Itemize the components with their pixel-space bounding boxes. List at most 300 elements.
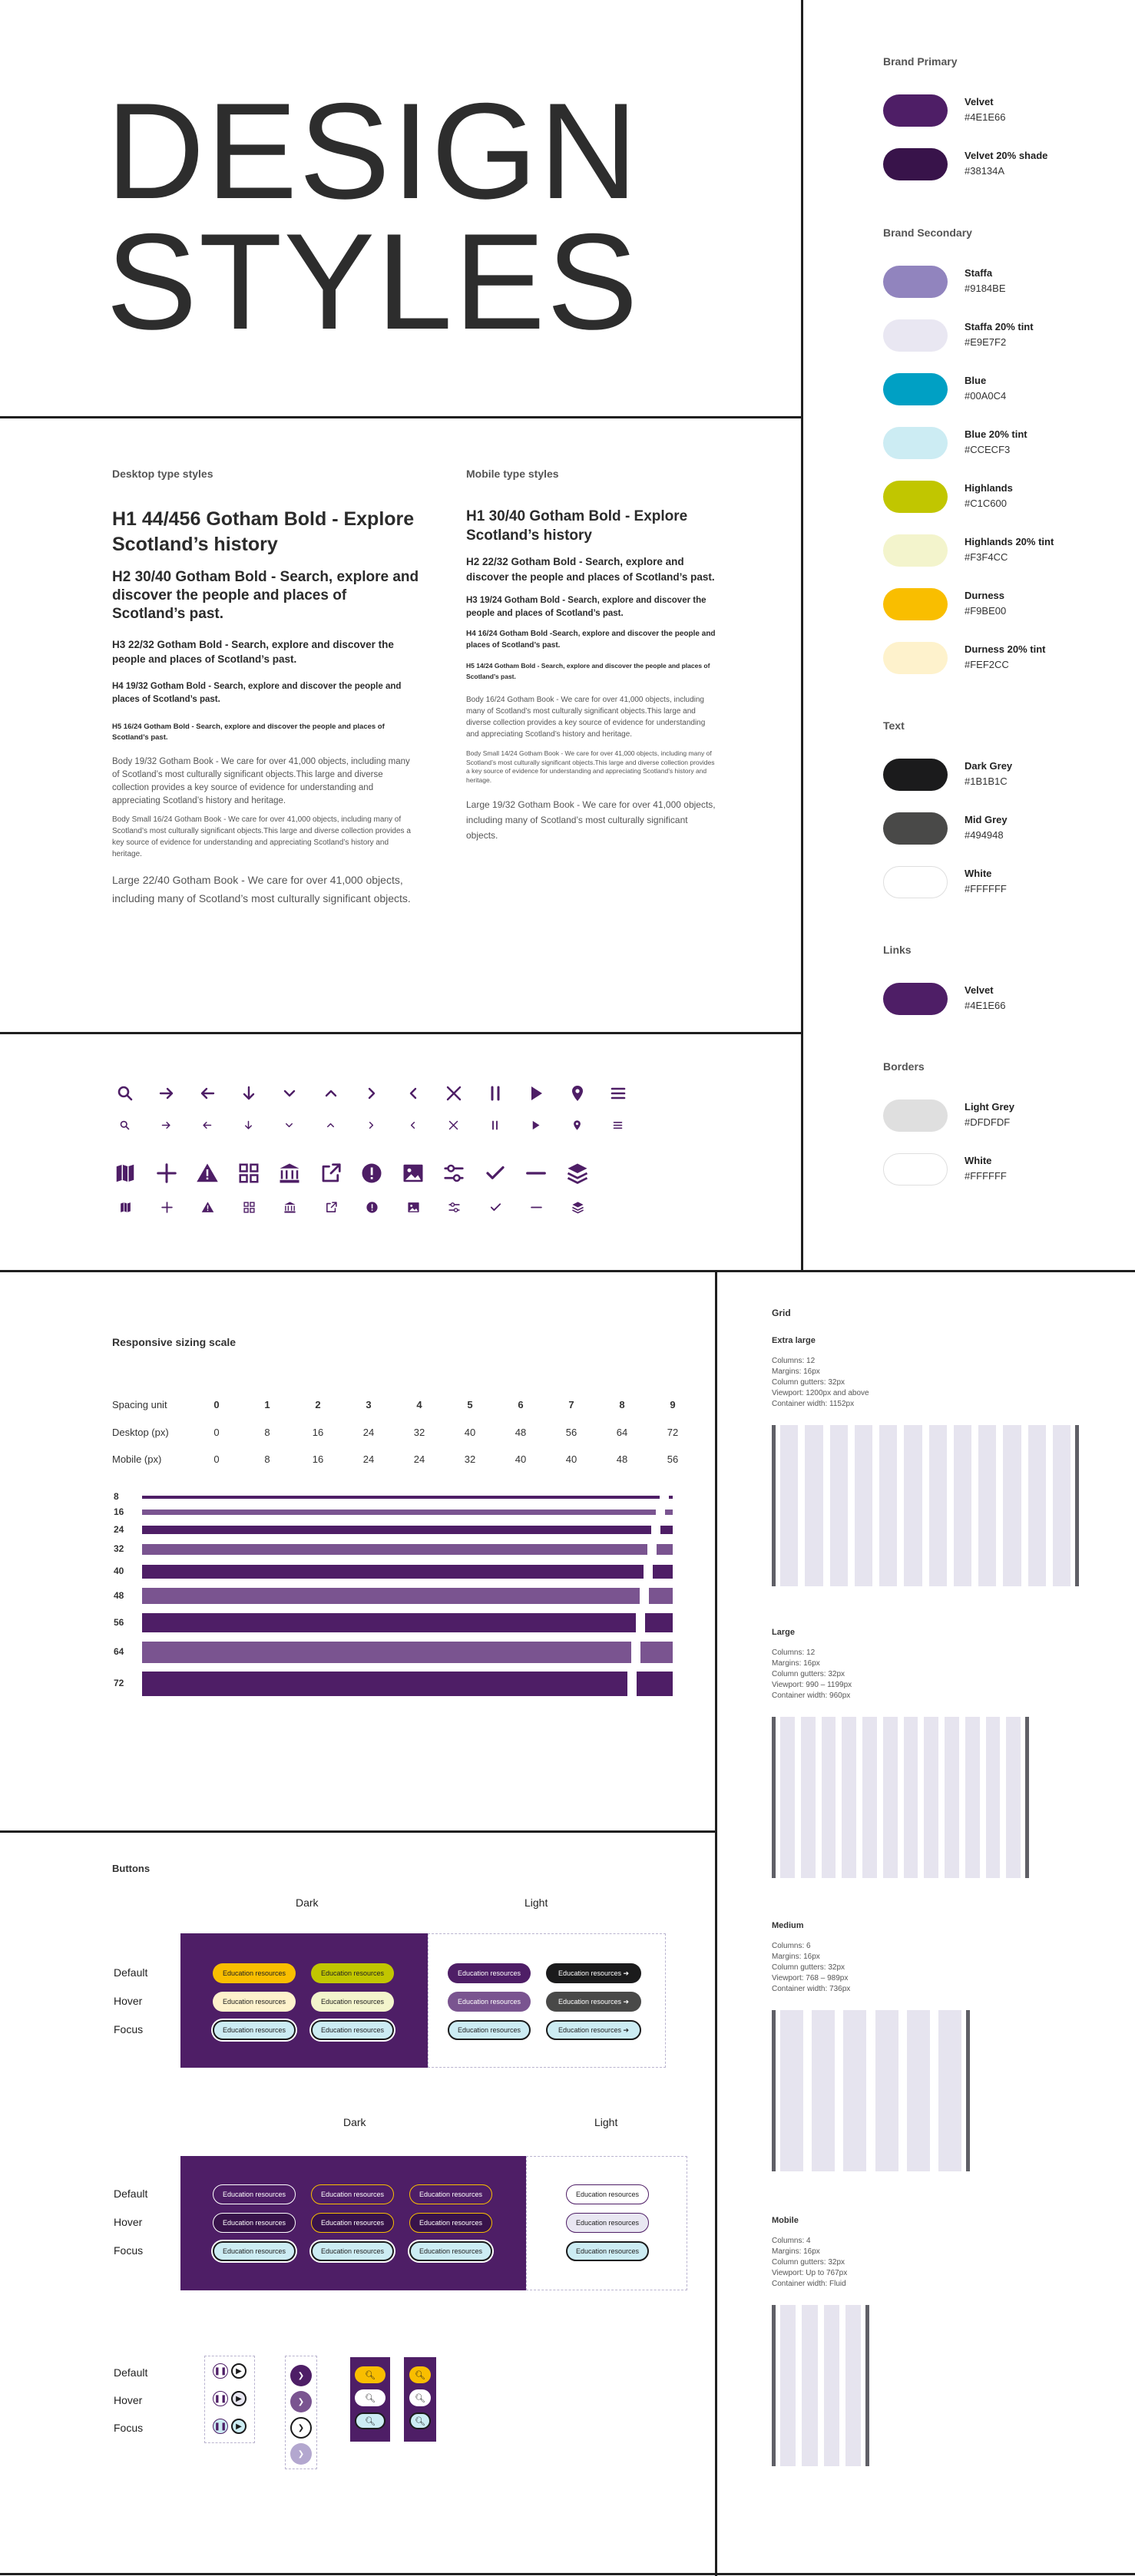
mobile-h2: H2 22/32 Gotham Bold - Search, explore and discover the people and places of Scotland’s past. [466,556,715,583]
arrow-left-icon [198,1084,217,1103]
color-hex: #FFFFFF [965,883,1007,894]
education-resources-button[interactable]: Education resources [311,2213,394,2233]
grid-column [1053,1425,1070,1586]
state-label: Hover [114,1995,143,2007]
sizing-cell: 40 [515,1453,527,1465]
sizing-cell: 6 [518,1399,524,1410]
color-swatch [883,1153,948,1185]
grid-info: Columns: 12 Margins: 16px Column gutters: 32px Viewport: 990 – 1199px Container width: 960px [772,1648,852,1700]
check-icon [489,1201,502,1214]
palette-group-title: Brand Secondary [883,227,972,239]
desktop-h3: H3 22/32 Gotham Bold - Search, explore and discover the people and places of Scotland’s past. [112,639,394,665]
education-resources-button[interactable]: Education resources [448,2020,531,2040]
grid-column [1003,1425,1021,1586]
color-hex: #F9BE00 [965,605,1007,617]
menu-icon [612,1119,624,1131]
sizing-cell: 40 [565,1453,577,1465]
chevron-right-icon[interactable]: ❯ [290,2365,312,2386]
education-resources-button[interactable]: Education resources [566,2184,649,2204]
sizing-cell: 72 [667,1427,679,1438]
grid-column [986,1717,1001,1878]
pause-icon[interactable]: ❚❚ [213,2391,228,2406]
color-hex: #38134A [965,165,1005,177]
state-label: Focus [114,2244,144,2257]
grid-preview [772,2305,869,2466]
grid-label: Mobile [772,2216,799,2225]
color-name: Velvet 20% shade [965,150,1048,161]
image-icon [407,1201,420,1214]
color-swatch-row [883,148,1113,180]
color-name: Blue [965,375,987,386]
color-name: Velvet [965,984,994,996]
education-resources-button[interactable]: Education resources [311,2184,394,2204]
sizing-cell: 7 [568,1399,574,1410]
spacing-bar-unit [657,1544,673,1555]
pause-icon [486,1084,505,1103]
education-resources-button[interactable]: Education resources [213,2184,296,2204]
grid-column [875,2010,898,2171]
grid-icon [237,1162,260,1185]
arrow-right-icon [160,1119,172,1131]
location-pin-icon [571,1119,583,1131]
plus-icon [160,1201,174,1214]
color-name: Durness 20% tint [965,643,1046,655]
spacing-bar-unit [649,1588,673,1604]
mobile-type-title: Mobile type styles [466,468,559,480]
chevron-down-icon [280,1084,299,1103]
grid-column [802,2305,817,2466]
spacing-bar [142,1565,644,1579]
state-label: Hover [114,2394,143,2406]
desktop-body-small: Body Small 16/24 Gotham Book - We care for over 41,000 objects, including many of Scotland’s most culturally significant objects.This large and diverse collection provides a key source of evidence for understanding and appreciating Scotland’s history and heritage. [112,815,411,858]
spacing-bar [142,1544,647,1555]
grid-column [924,1717,938,1878]
close-icon [445,1084,463,1103]
color-swatch [883,1100,948,1132]
education-resources-button[interactable]: Education resources [311,2020,394,2040]
color-hex: #CCECF3 [965,444,1011,455]
spacing-bar-unit [645,1613,673,1632]
bar-label: 72 [114,1678,124,1688]
color-hex: #494948 [965,829,1004,841]
pause-icon[interactable]: ❚❚ [213,2363,228,2379]
color-swatch-row [883,983,1113,1015]
grid-column [801,1717,816,1878]
color-swatch [883,983,948,1015]
color-hex: #9184BE [965,283,1006,294]
grid-column [822,1717,836,1878]
sizing-cell: 64 [616,1427,628,1438]
bar-label: 64 [114,1646,124,1657]
desktop-h5: H5 16/24 Gotham Bold - Search, explore and discover the people and places of Scotland’s past. [112,723,385,742]
search-icon[interactable]: 🔍︎ [355,2412,386,2429]
color-swatch-row [883,1100,1113,1132]
education-resources-button[interactable]: Education resources [566,2241,649,2261]
education-resources-button[interactable]: Education resources ➔ [546,1992,641,2012]
desktop-h4: H4 19/32 Gotham Bold - Search, explore and discover the people and places of Scotland’s past. [112,682,402,704]
color-swatch [883,481,948,513]
sizing-cell: 2 [315,1399,321,1410]
info-icon [360,1162,383,1185]
bar-label: 16 [114,1506,124,1517]
plus-icon [155,1162,178,1185]
grid-column [904,1717,918,1878]
education-resources-button[interactable]: Education resources ➔ [546,1963,641,1983]
color-swatch [883,534,948,567]
color-swatch-row [883,866,1113,898]
color-swatch [883,373,948,405]
color-swatch [883,319,948,352]
color-name: White [965,1155,992,1166]
grid-label: Large [772,1628,795,1637]
education-resources-button[interactable]: Education resources [448,1963,531,1983]
desktop-h1: H1 44/456 Gotham Bold - Explore Scotland’s history [112,508,415,555]
chevron-right-icon [366,1119,377,1131]
grid-info: Columns: 6 Margins: 16px Column gutters: 32px Viewport: 768 – 989px Container width: 736px [772,1942,851,1993]
divider [0,2573,1135,2575]
mobile-body: Body 16/24 Gotham Book - We care for over 41,000 objects, including many of Scotland’s most culturally significant objects.This large and diverse collection provides a key source of evidence for understanding and appreciating Scotland’s history and heritage. [466,696,706,739]
grid-column [805,1425,822,1586]
color-name: Dark Grey [965,760,1013,772]
divider [0,1032,801,1034]
buttons-title: Buttons [112,1863,151,1874]
color-swatch-row [883,266,1113,298]
grid-column [845,2305,861,2466]
state-label: Default [114,1966,148,1979]
chevron-up-icon [325,1119,336,1131]
desktop-h2: H2 30/40 Gotham Bold - Search, explore and discover the people and places of Scotland’s past. [112,569,419,622]
grid-preview [772,2010,970,2171]
divider [715,1270,717,2576]
grid-column [883,1717,898,1878]
color-swatch-row [883,534,1113,567]
color-swatch-row [883,1153,1113,1185]
sizing-cell: 16 [312,1427,324,1438]
chevron-left-icon [404,1084,422,1103]
chevron-right-icon [362,1084,381,1103]
close-icon [448,1119,459,1131]
color-hex: #00A0C4 [965,390,1007,402]
chevron-up-icon [322,1084,340,1103]
desktop-large: Large 22/40 Gotham Book - We care for over 41,000 objects, including many of Scotland’s most culturally significant objects. [112,874,411,904]
dark-label: Dark [343,2116,366,2128]
sizing-cell: 8 [619,1399,625,1410]
pause-icon [489,1119,501,1131]
sizing-row-label: Spacing unit [112,1399,167,1410]
bar-label: 48 [114,1589,124,1601]
play-icon[interactable]: ▶ [231,2391,247,2406]
education-resources-button[interactable]: Education resources [409,2213,492,2233]
grid-column [830,1425,848,1586]
sizing-cell: 56 [565,1427,577,1438]
sizing-cell: 0 [213,1427,220,1438]
mobile-type-styles [466,507,716,843]
grid-column [978,1425,996,1586]
color-hex: #E9E7F2 [965,336,1007,348]
state-label: Default [114,2187,148,2200]
grid-column [824,2305,839,2466]
color-swatch-row [883,94,1113,127]
filter-sliders-icon [448,1201,461,1214]
education-resources-button[interactable]: Education resources [566,2213,649,2233]
spacing-bar-unit [640,1642,673,1663]
grid-margin [1025,1717,1029,1878]
grid-column [929,1425,947,1586]
sizing-cell: 24 [362,1427,375,1438]
state-label: Hover [114,2216,143,2228]
color-hex: #DFDFDF [965,1116,1011,1128]
play-icon[interactable]: ▶ [231,2419,247,2434]
grid-margin [772,2010,776,2171]
grid-column [938,2010,961,2171]
sizing-cell: 32 [464,1453,476,1465]
warning-icon [201,1201,214,1214]
hero-title-line1: DESIGN [106,74,640,227]
search-icon [119,1119,131,1131]
divider [0,1270,1135,1272]
sizing-cell: 4 [416,1399,422,1410]
chevron-right-icon[interactable]: ❯ [290,2443,312,2465]
spacing-bar [142,1672,627,1696]
layers-icon [571,1201,584,1214]
grid-info: Columns: 12 Margins: 16px Column gutters: 32px Viewport: 1200px and above Container width: 1152px [772,1357,869,1408]
play-icon [530,1119,541,1131]
search-icon[interactable]: 🔍︎ [355,2366,386,2383]
divider [0,1830,715,1833]
mobile-body-small: Body Small 14/24 Gotham Book - We care for over 41,000 objects, including many of Scotland’s most culturally significant objects.This large and diverse collection provides a key source of evidence for understanding and appreciating Scotland’s history and heritage. [466,749,715,784]
mobile-h3: H3 19/24 Gotham Bold - Search, explore and discover the people and places of Scotland’s past. [466,596,706,618]
grid-column [812,2010,835,2171]
color-name: Staffa [965,267,993,279]
palette-group-title: Brand Primary [883,55,958,68]
education-resources-button[interactable]: Education resources [213,1992,296,2012]
color-swatch-row [883,642,1113,674]
arrow-right-icon [157,1084,176,1103]
search-icon[interactable]: 🔍︎ [409,2389,431,2406]
grid-column [843,2010,866,2171]
grid-margin [772,2305,776,2466]
grid-column [780,1717,795,1878]
search-icon[interactable]: 🔍︎ [355,2389,386,2406]
light-label: Light [524,1896,548,1909]
chevron-right-icon[interactable]: ❯ [290,2417,312,2439]
grid-column [907,2010,930,2171]
sizing-cell: 0 [213,1453,220,1465]
sizing-cell: 0 [213,1399,220,1410]
education-resources-button[interactable]: Education resources [213,1963,296,1983]
education-resources-button[interactable]: Education resources [311,1963,394,1983]
grid-column [965,1717,980,1878]
chevron-down-icon [283,1119,295,1131]
menu-icon [609,1084,627,1103]
spacing-bar [142,1510,656,1515]
sizing-cell: 3 [366,1399,372,1410]
sizing-cell: 24 [413,1453,425,1465]
palette-group-title: Links [883,944,912,956]
search-icon[interactable]: 🔍︎ [409,2412,431,2429]
color-name: Mid Grey [965,814,1008,825]
color-swatch-row [883,373,1113,405]
pause-icon[interactable]: ❚❚ [213,2419,228,2434]
color-name: Durness [965,590,1005,601]
education-resources-button[interactable]: Education resources [311,2241,394,2261]
color-swatch [883,642,948,674]
bar-label: 40 [114,1566,124,1576]
color-swatch [883,427,948,459]
sizing-cell: 48 [616,1453,628,1465]
play-icon[interactable]: ▶ [231,2363,247,2379]
grid-label: Medium [772,1921,804,1930]
education-resources-button[interactable]: Education resources [409,2241,492,2261]
color-swatch [883,759,948,791]
sizing-row-label: Desktop (px) [112,1427,169,1438]
grid-label: Extra large [772,1336,816,1345]
color-name: Blue 20% tint [965,428,1027,440]
grid-column [945,1717,959,1878]
color-swatch-row [883,481,1113,513]
color-name: White [965,868,992,879]
grid-margin [772,1717,776,1878]
desktop-type-styles [112,507,419,908]
grid-column [904,1425,922,1586]
sizing-cell: 8 [264,1427,270,1438]
education-resources-button[interactable]: Education resources [213,2020,296,2040]
grid-column [780,2305,796,2466]
grid-preview [772,1717,1029,1878]
color-swatch-row [883,319,1113,352]
grid-column [954,1425,971,1586]
education-resources-button[interactable]: Education resources ➔ [546,2020,641,2040]
color-hex: #4E1E66 [965,1000,1006,1011]
palette-group-title: Borders [883,1060,925,1073]
grid-icon [243,1201,256,1214]
spacing-bar-unit [637,1672,673,1696]
bar-label: 32 [114,1543,124,1554]
sizing-cell: 5 [467,1399,473,1410]
play-icon [527,1084,545,1103]
color-name: Highlands [965,482,1013,494]
mobile-large: Large 19/32 Gotham Book - We care for over 41,000 objects, including many of Scotland’s most culturally significant objects. [466,799,716,841]
state-label: Focus [114,2422,144,2434]
image-icon [402,1162,425,1185]
grid-column [842,1717,856,1878]
color-swatch-row [883,759,1113,791]
color-swatch-row [883,588,1113,620]
spacing-bar-unit [669,1496,673,1499]
media-controls-panel [204,2356,255,2443]
map-icon [119,1201,132,1214]
bar-label: 56 [114,1616,124,1628]
sizing-cell: 24 [362,1453,375,1465]
palette-group-title: Text [883,719,905,732]
grid-margin [865,2305,869,2466]
state-label: Focus [114,2023,144,2035]
grid-column [855,1425,872,1586]
mobile-h1: H1 30/40 Gotham Bold - Explore Scotland’s history [466,508,688,544]
spacing-bar-unit [660,1526,673,1534]
museum-icon [278,1162,301,1185]
sizing-cell: 1 [264,1399,270,1410]
color-swatch [883,266,948,298]
layers-icon [566,1162,589,1185]
color-hex: #4E1E66 [965,111,1006,123]
bar-label: 24 [114,1523,124,1535]
color-hex: #FFFFFF [965,1170,1007,1182]
arrow-down-icon [240,1084,258,1103]
sizing-cell: 9 [670,1399,676,1410]
minus-icon [524,1162,548,1185]
mobile-h5: H5 14/24 Gotham Bold - Search, explore and discover the people and places of Scotland’s past. [466,662,710,680]
chevron-right-icon[interactable]: ❯ [290,2391,312,2412]
spacing-bar [142,1496,660,1499]
search-icon [116,1084,134,1103]
sizing-cell: 32 [413,1427,425,1438]
color-swatch [883,812,948,845]
grid-column [879,1425,897,1586]
education-resources-button[interactable]: Education resources [213,2241,296,2261]
grid-column [862,1717,877,1878]
education-resources-button[interactable]: Education resources [311,1992,394,2012]
light-label: Light [594,2116,618,2128]
spacing-bar [142,1526,651,1534]
education-resources-button[interactable]: Education resources [409,2184,492,2204]
sizing-cell: 16 [312,1453,324,1465]
desktop-body: Body 19/32 Gotham Book - We care for over 41,000 objects, including many of Scotland’s most culturally significant objects.This large and diverse collection provides a key source of evidence for understanding and appreciating Scotland’s history and heritage. [112,757,410,805]
color-name: Highlands 20% tint [965,536,1054,547]
color-swatch [883,588,948,620]
divider [801,0,803,1271]
desktop-type-title: Desktop type styles [112,468,213,480]
arrow-left-icon [201,1119,213,1131]
grid-info: Columns: 4 Margins: 16px Column gutters: 32px Viewport: Up to 767px Container width: Fluid [772,2237,848,2288]
color-hex: #FEF2CC [965,659,1009,670]
color-hex: #1B1B1C [965,775,1008,787]
color-swatch [883,866,948,898]
grid-margin [966,2010,970,2171]
color-hex: #C1C600 [965,498,1007,509]
education-resources-button[interactable]: Education resources [213,2213,296,2233]
grid-margin [1075,1425,1079,1586]
sizing-cell: 48 [515,1427,527,1438]
grid-column [1028,1425,1046,1586]
dark-label: Dark [296,1896,319,1909]
education-resources-button[interactable]: Education resources [448,1992,531,2012]
info-icon [366,1201,379,1214]
grid-column [1006,1717,1021,1878]
search-icon[interactable]: 🔍︎ [409,2366,431,2383]
color-swatch-row [883,427,1113,459]
museum-icon [283,1201,296,1214]
color-swatch-row [883,812,1113,845]
filter-sliders-icon [442,1162,465,1185]
check-icon [484,1162,507,1185]
grid-column [780,2010,803,2171]
location-pin-icon [568,1084,587,1103]
spacing-bar [142,1642,631,1663]
minus-icon [530,1201,543,1214]
bar-label: 8 [114,1491,119,1502]
color-name: Staffa 20% tint [965,321,1034,332]
warning-icon [196,1162,219,1185]
color-hex: #F3F4CC [965,551,1008,563]
external-link-icon [319,1162,342,1185]
color-swatch [883,148,948,180]
grid-margin [772,1425,776,1586]
color-swatch [883,94,948,127]
spacing-bar-unit [665,1510,673,1515]
chevron-left-icon [407,1119,419,1131]
divider [0,416,801,418]
